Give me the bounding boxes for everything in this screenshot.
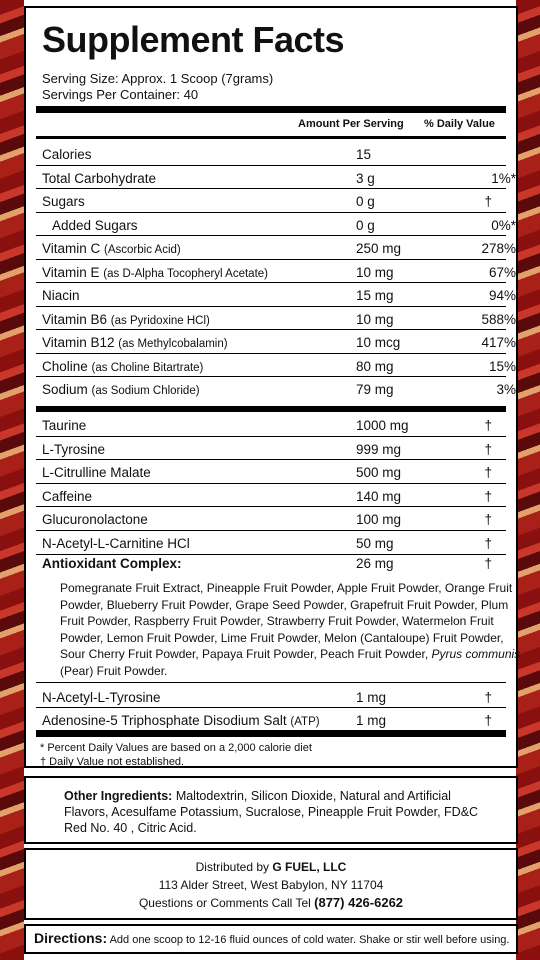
footnote-daily-values: * Percent Daily Values are based on a 2,000 calorie diet (40, 742, 312, 754)
nutrient-name (42, 690, 161, 705)
nutrient-daily-value: 67% (488, 264, 516, 280)
nutrient-amount: 79 mg (356, 382, 394, 397)
nutrient-label: L-Citrulline Malate (42, 465, 151, 481)
nutrient-name (42, 536, 190, 551)
nutrient-row (36, 213, 516, 237)
nutrient-row (36, 460, 506, 484)
nutrient-label: Vitamin E (42, 264, 104, 280)
nutrient-source: (as Pyridoxine HCl) (110, 314, 210, 327)
decorative-border-right (516, 0, 540, 960)
nutrient-source: (ATP) (290, 716, 320, 728)
directions-text: Add one scoop to 12-16 fluid ounces of cold water. Shake or stir well before using. (107, 934, 510, 946)
nutrient-name (42, 442, 105, 457)
nutrient-name (42, 382, 200, 397)
nutrient-amount: 500 mg (356, 465, 402, 481)
nutrient-label: Vitamin B12 (42, 335, 119, 350)
nutrient-row (36, 484, 506, 508)
nutrient-name (42, 147, 92, 162)
nutrient-name (42, 418, 86, 433)
nutrient-daily-value: 94% (488, 288, 516, 303)
directions (34, 930, 509, 946)
nutrient-daily-value: 0%* (491, 217, 516, 233)
nutrient-name (42, 241, 181, 256)
antioxidant-ingredients (60, 580, 530, 679)
nutrient-label: Adenosine-5 Triphosphate Disodium Salt (42, 713, 291, 728)
other-ingredients-text: Maltodextrin, Silicon Dioxide, Natural and Artificial Flavors, Acesulfame Potassium, Sucralose, Pineapple Fruit Powder, FD&C Red No. 40 , Citric Acid. (64, 789, 479, 835)
nutrient-daily-value: † (484, 512, 492, 528)
nutrient-source: (as D-Alpha Tocopheryl Acetate) (103, 267, 268, 280)
nutrient-name (42, 713, 320, 728)
nutrient-row (36, 437, 506, 461)
amount-header: Amount Per Serving (298, 118, 404, 130)
other-ingredients-label: Other Ingredients: (64, 789, 173, 803)
nutrient-label: Total Carbohydrate (42, 170, 157, 186)
directions-label: Directions: (34, 930, 108, 946)
thick-divider (36, 106, 506, 113)
nutrient-source: (as Sodium Chloride) (91, 385, 200, 397)
decorative-border-left (0, 0, 24, 960)
panel-title: Supplement Facts (42, 19, 345, 60)
nutrient-daily-value: 417% (481, 335, 516, 350)
nutrient-daily-value: † (484, 713, 492, 728)
nutrient-amount: 10 mg (356, 311, 394, 327)
antioxidant-text-end: (Pear) Fruit Powder. (60, 663, 168, 678)
contact-prefix: Questions or Comments Call Tel (138, 896, 315, 910)
nutrient-amount: 999 mg (356, 441, 402, 457)
nutrient-label: Calories (42, 147, 92, 162)
nutrient-name (52, 218, 138, 233)
nutrient-row (36, 236, 516, 260)
nutrient-label: Choline (42, 358, 92, 374)
nutrient-row (36, 413, 506, 437)
contact-phone: (877) 426-6262 (314, 895, 404, 910)
contact-line (26, 895, 516, 910)
nutrient-amount: 15 mg (356, 288, 394, 303)
nutrient-row (36, 507, 506, 531)
nutrient-name (42, 335, 228, 350)
distributor-address: 113 Alder Street, West Babylon, NY 11704 (158, 878, 384, 892)
nutrient-amount: 1 mg (356, 713, 387, 728)
nutrient-name (42, 288, 80, 303)
distributor-line (26, 860, 516, 874)
nutrient-source: (as Choline Bitartrate) (91, 361, 204, 374)
nutrient-label: Taurine (42, 418, 87, 433)
antioxidant-italic-name: Pyrus communis (431, 647, 521, 661)
servings-per-container: Servings Per Container: 40 (42, 87, 199, 102)
nutrient-amount: 50 mg (356, 536, 394, 551)
nutrient-daily-value: † (484, 465, 492, 481)
other-ingredients (64, 788, 494, 836)
nutrient-amount: 140 mg (356, 488, 402, 504)
nutrient-amount: 10 mg (356, 264, 394, 280)
nutrient-amount: 100 mg (356, 512, 402, 528)
distributor-panel (24, 848, 518, 920)
thick-divider (36, 406, 506, 412)
nutrient-row (36, 307, 516, 331)
nutrient-row (36, 189, 506, 213)
nutrient-name (42, 465, 151, 480)
antioxidant-dv: † (484, 556, 492, 571)
nutrient-daily-value: † (484, 418, 492, 433)
nutrient-daily-value: † (484, 690, 492, 705)
footnote-not-established: † Daily Value not established. (40, 756, 185, 768)
thick-divider (36, 730, 506, 737)
antioxidant-amount: 26 mg (356, 556, 394, 571)
nutrient-daily-value: 1%* (491, 170, 516, 186)
nutrient-label: Sodium (42, 382, 92, 397)
nutrient-row (36, 354, 516, 378)
nutrient-name (42, 312, 210, 327)
nutrient-daily-value: 3% (496, 382, 516, 397)
nutrient-row (36, 330, 516, 354)
nutrient-row (36, 377, 516, 401)
nutrient-label: Niacin (42, 288, 80, 303)
nutrient-row (36, 260, 516, 284)
nutrient-daily-value: 588% (481, 311, 516, 327)
nutrient-label: N-Acetyl-L-Carnitine HCl (42, 536, 190, 551)
nutrient-name (42, 194, 85, 209)
nutrient-daily-value: † (484, 194, 492, 209)
nutrient-name (42, 265, 268, 280)
nutrient-amount: 15 (356, 147, 372, 162)
nutrient-daily-value: 15% (488, 358, 516, 374)
nutrient-row (36, 142, 506, 166)
nutrient-amount: 10 mcg (356, 335, 401, 350)
nutrient-label: N-Acetyl-L-Tyrosine (42, 690, 161, 705)
nutrient-label: Glucuronolactone (42, 512, 148, 528)
nutrient-row (36, 708, 506, 732)
nutrient-daily-value: † (484, 488, 492, 504)
nutrient-amount: 250 mg (356, 241, 402, 256)
nutrient-name (42, 512, 148, 527)
nutrient-amount: 1 mg (356, 690, 387, 705)
nutrient-name (42, 171, 156, 186)
nutrient-label: Vitamin C (42, 241, 105, 256)
header-divider (36, 136, 506, 139)
antioxidant-title: Antioxidant Complex: (42, 556, 182, 571)
nutrient-row (36, 283, 516, 307)
nutrient-amount: 3 g (356, 170, 375, 186)
nutrient-label: Vitamin B6 (42, 311, 111, 327)
nutrient-label: L-Tyrosine (42, 441, 106, 457)
directions-panel (24, 924, 518, 954)
nutrient-amount: 1000 mg (356, 418, 409, 433)
nutrient-daily-value: 278% (481, 241, 516, 256)
daily-value-header: % Daily Value (424, 118, 495, 130)
nutrient-row (36, 166, 516, 190)
distributor-company: G FUEL, LLC (272, 860, 347, 874)
distributor-prefix: Distributed by (195, 860, 273, 874)
nutrient-daily-value: † (484, 441, 492, 457)
nutrient-name (42, 489, 92, 504)
nutrient-amount: 0 g (356, 217, 375, 233)
nutrient-source: (Ascorbic Acid) (104, 244, 181, 256)
nutrient-amount: 0 g (356, 194, 375, 209)
nutrient-name (42, 359, 203, 374)
serving-size: Serving Size: Approx. 1 Scoop (7grams) (42, 71, 274, 86)
nutrient-label: Caffeine (42, 488, 93, 504)
antioxidant-text: Pomegranate Fruit Extract, Pineapple Fruit Powder, Apple Fruit Powder, Orange Fruit Powder, Blueberry Fruit Powder, Grape Seed Powder, Grapefruit Fruit Powder, Plum Fruit Powder, Raspberry Fruit Powder, Strawberry Fruit Powder, Watermelon Fruit Powder, Lemon Fruit Powder, Lime Fruit Powder, Melon (Cantaloupe) Fruit Powder, Sour Cherry Fruit Powder, Papaya Fruit Powder, Peach Fruit Powder, (60, 581, 513, 661)
nutrient-source: (as Methylcobalamin) (118, 338, 228, 350)
nutrient-amount: 80 mg (356, 358, 394, 374)
supplement-facts-panel (24, 6, 521, 768)
row-divider (36, 682, 506, 683)
other-ingredients-panel (24, 776, 518, 844)
antioxidant-row (36, 551, 506, 573)
nutrient-row (36, 685, 506, 709)
nutrient-label: Added Sugars (52, 217, 138, 233)
nutrient-label: Sugars (42, 194, 85, 209)
nutrient-daily-value: † (484, 536, 492, 551)
